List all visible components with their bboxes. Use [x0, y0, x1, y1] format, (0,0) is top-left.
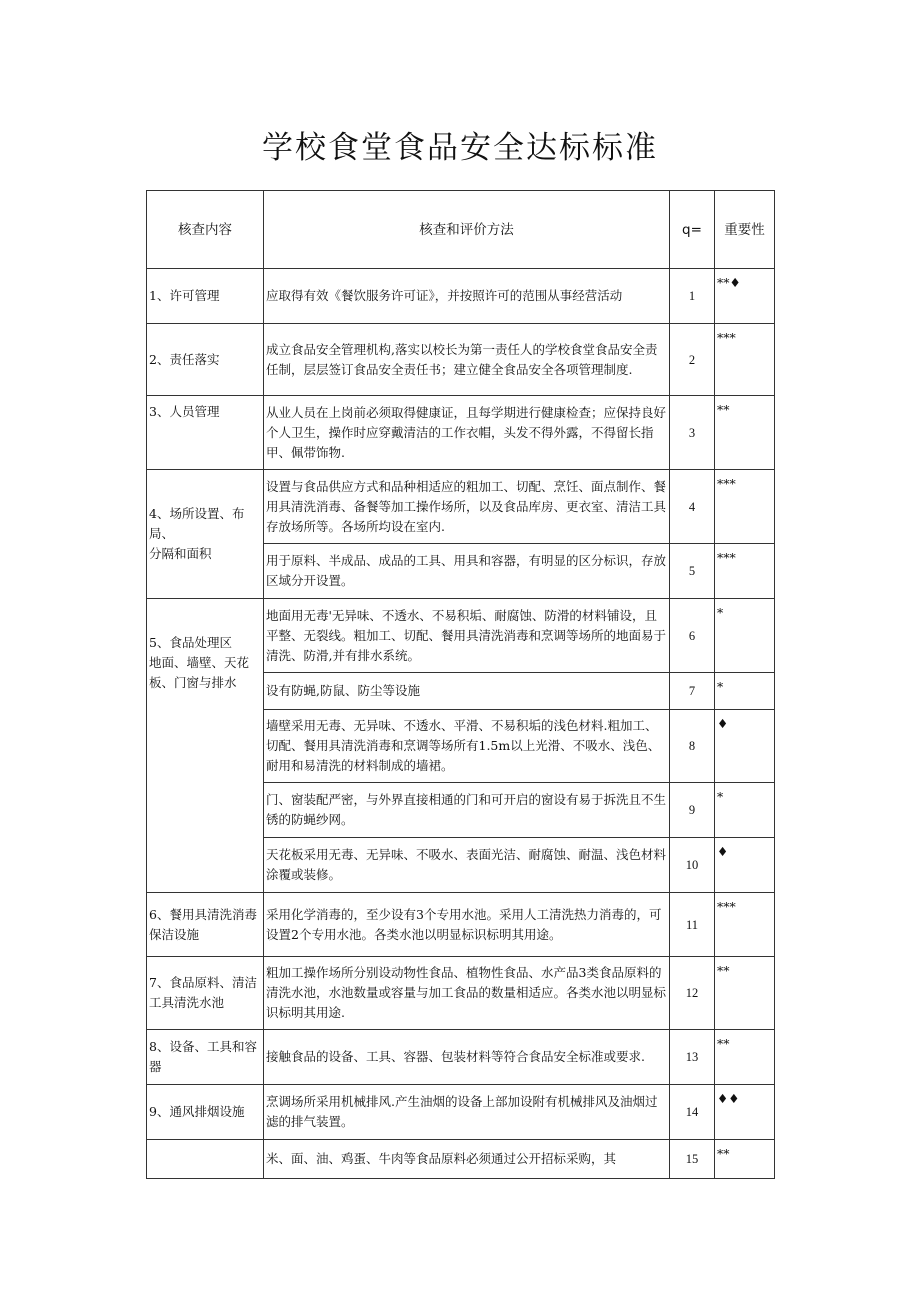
number-cell: 5 [670, 544, 715, 599]
importance-cell: *** [715, 324, 775, 396]
importance-cell: *** [715, 544, 775, 599]
number-cell: 8 [670, 710, 715, 783]
category-cell: 2、责任落实 [147, 324, 264, 396]
number-cell: 3 [670, 396, 715, 470]
importance-cell: * [715, 599, 775, 673]
table-row [147, 470, 775, 544]
method-cell: 设置与食品供应方式和品种相适应的粗加工、切配、烹饪、面点制作、餐用具清洗消毒、备餐等加工操作场所，以及食品库房、更衣室、清洁工具存放场所等。各场所均设在室内. [264, 470, 670, 544]
method-cell: 从业人员在上岗前必须取得健康证，且每学期进行健康检查；应保持良好个人卫生，操作时应穿戴清洁的工作衣帽，头发不得外露，不得留长指甲、佩带饰物. [264, 396, 670, 470]
method-cell: 地面用无毒'无异味、不透水、不易积垢、耐腐蚀、防滑的材料铺设，且平整、无裂线。粗加工、切配、餐用具清洗消毒和烹调等场所的地面易于清洗、防滑,并有排水系统。 [264, 599, 670, 673]
method-cell: 应取得有效《餐饮服务许可证》，并按照许可的范围从事经营活动 [264, 269, 670, 324]
table-row [147, 599, 775, 673]
category-cell: 7、食品原料、清洁工具清洗水池 [147, 957, 264, 1030]
category-cell: 1、许可管理 [147, 269, 264, 324]
header-evaluation-method: 核查和评价方法 [264, 191, 670, 269]
number-cell: 11 [670, 893, 715, 957]
number-cell: 4 [670, 470, 715, 544]
number-cell: 15 [670, 1140, 715, 1179]
document-title: 学校食堂食品安全达标标准 [262, 130, 658, 166]
standards-table [146, 190, 775, 1179]
method-cell: 烹调场所采用机械排风.产生油烟的设备上部加设附有机械排风及油烟过滤的排气装置。 [264, 1085, 670, 1140]
method-cell: 采用化学消毒的，至少设有3个专用水池。采用人工清洗热力消毒的，可设置2个专用水池。各类水池以明显标识标明其用途。 [264, 893, 670, 957]
table-row [147, 957, 775, 1030]
method-cell: 设有防蝇,防鼠、防尘等设施 [264, 673, 670, 710]
header-importance: 重要性 [715, 191, 775, 269]
category-cell: 5、食品处理区 地面、墙壁、天花板、门窗与排水 [147, 599, 264, 893]
table-header-row [147, 191, 775, 269]
importance-cell: ♦♦ [715, 1085, 775, 1140]
importance-cell: *** [715, 893, 775, 957]
importance-cell: *** [715, 470, 775, 544]
category-cell: 9、通风排烟设施 [147, 1085, 264, 1140]
importance-cell: ** [715, 396, 775, 470]
importance-cell: ** [715, 1030, 775, 1085]
table-row [147, 1085, 775, 1140]
category-cell: 4、场所设置、布局、 分隔和面积 [147, 470, 264, 599]
category-cell [147, 1140, 264, 1179]
category-cell: 3、人员管理 [147, 396, 264, 470]
table-row [147, 1140, 775, 1179]
category-cell: 6、餐用具清洗消毒 保洁设施 [147, 893, 264, 957]
method-cell: 米、面、油、鸡蛋、牛肉等食品原料必须通过公开招标采购，其 [264, 1140, 670, 1179]
number-cell: 10 [670, 838, 715, 893]
table-row [147, 324, 775, 396]
number-cell: 7 [670, 673, 715, 710]
method-cell: 墙壁采用无毒、无异味、不透水、平滑、不易积垢的浅色材料.粗加工、切配、餐用具清洗消毒和烹调等场所有1.5m以上光滑、不吸水、浅色、耐用和易清洗的材料制成的墙裙。 [264, 710, 670, 783]
table-row [147, 1030, 775, 1085]
table-row [147, 269, 775, 324]
method-cell: 门、窗装配严密，与外界直接相通的门和可开启的窗设有易于拆洗且不生锈的防蝇纱网。 [264, 783, 670, 838]
method-cell: 用于原料、半成品、成品的工具、用具和容器，有明显的区分标识，存放区域分开设置。 [264, 544, 670, 599]
table-row [147, 893, 775, 957]
number-cell: 6 [670, 599, 715, 673]
importance-cell: **♦ [715, 269, 775, 324]
importance-cell: * [715, 783, 775, 838]
importance-cell: ** [715, 1140, 775, 1179]
table-row [147, 396, 775, 470]
importance-cell: * [715, 673, 775, 710]
number-cell: 13 [670, 1030, 715, 1085]
importance-cell: ♦ [715, 838, 775, 893]
importance-cell: ♦ [715, 710, 775, 783]
number-cell: 9 [670, 783, 715, 838]
header-check-content: 核查内容 [147, 191, 264, 269]
number-cell: 12 [670, 957, 715, 1030]
importance-cell: ** [715, 957, 775, 1030]
method-cell: 接触食品的设备、工具、容器、包装材料等符合食品安全标准或要求. [264, 1030, 670, 1085]
header-number: q= [670, 191, 715, 269]
number-cell: 1 [670, 269, 715, 324]
number-cell: 14 [670, 1085, 715, 1140]
method-cell: 粗加工操作场所分别设动物性食品、植物性食品、水产品3类食品原料的清洗水池，水池数量或容量与加工食品的数量相适应。各类水池以明显标识标明其用途. [264, 957, 670, 1030]
method-cell: 成立食品安全管理机构,落实以校长为第一责任人的学校食堂食品安全责任制，层层签订食品安全责任书；建立健全食品安全各项管理制度. [264, 324, 670, 396]
number-cell: 2 [670, 324, 715, 396]
category-cell: 8、设备、工具和容器 [147, 1030, 264, 1085]
method-cell: 天花板采用无毒、无异味、不吸水、表面光洁、耐腐蚀、耐温、浅色材料涂覆或装修。 [264, 838, 670, 893]
